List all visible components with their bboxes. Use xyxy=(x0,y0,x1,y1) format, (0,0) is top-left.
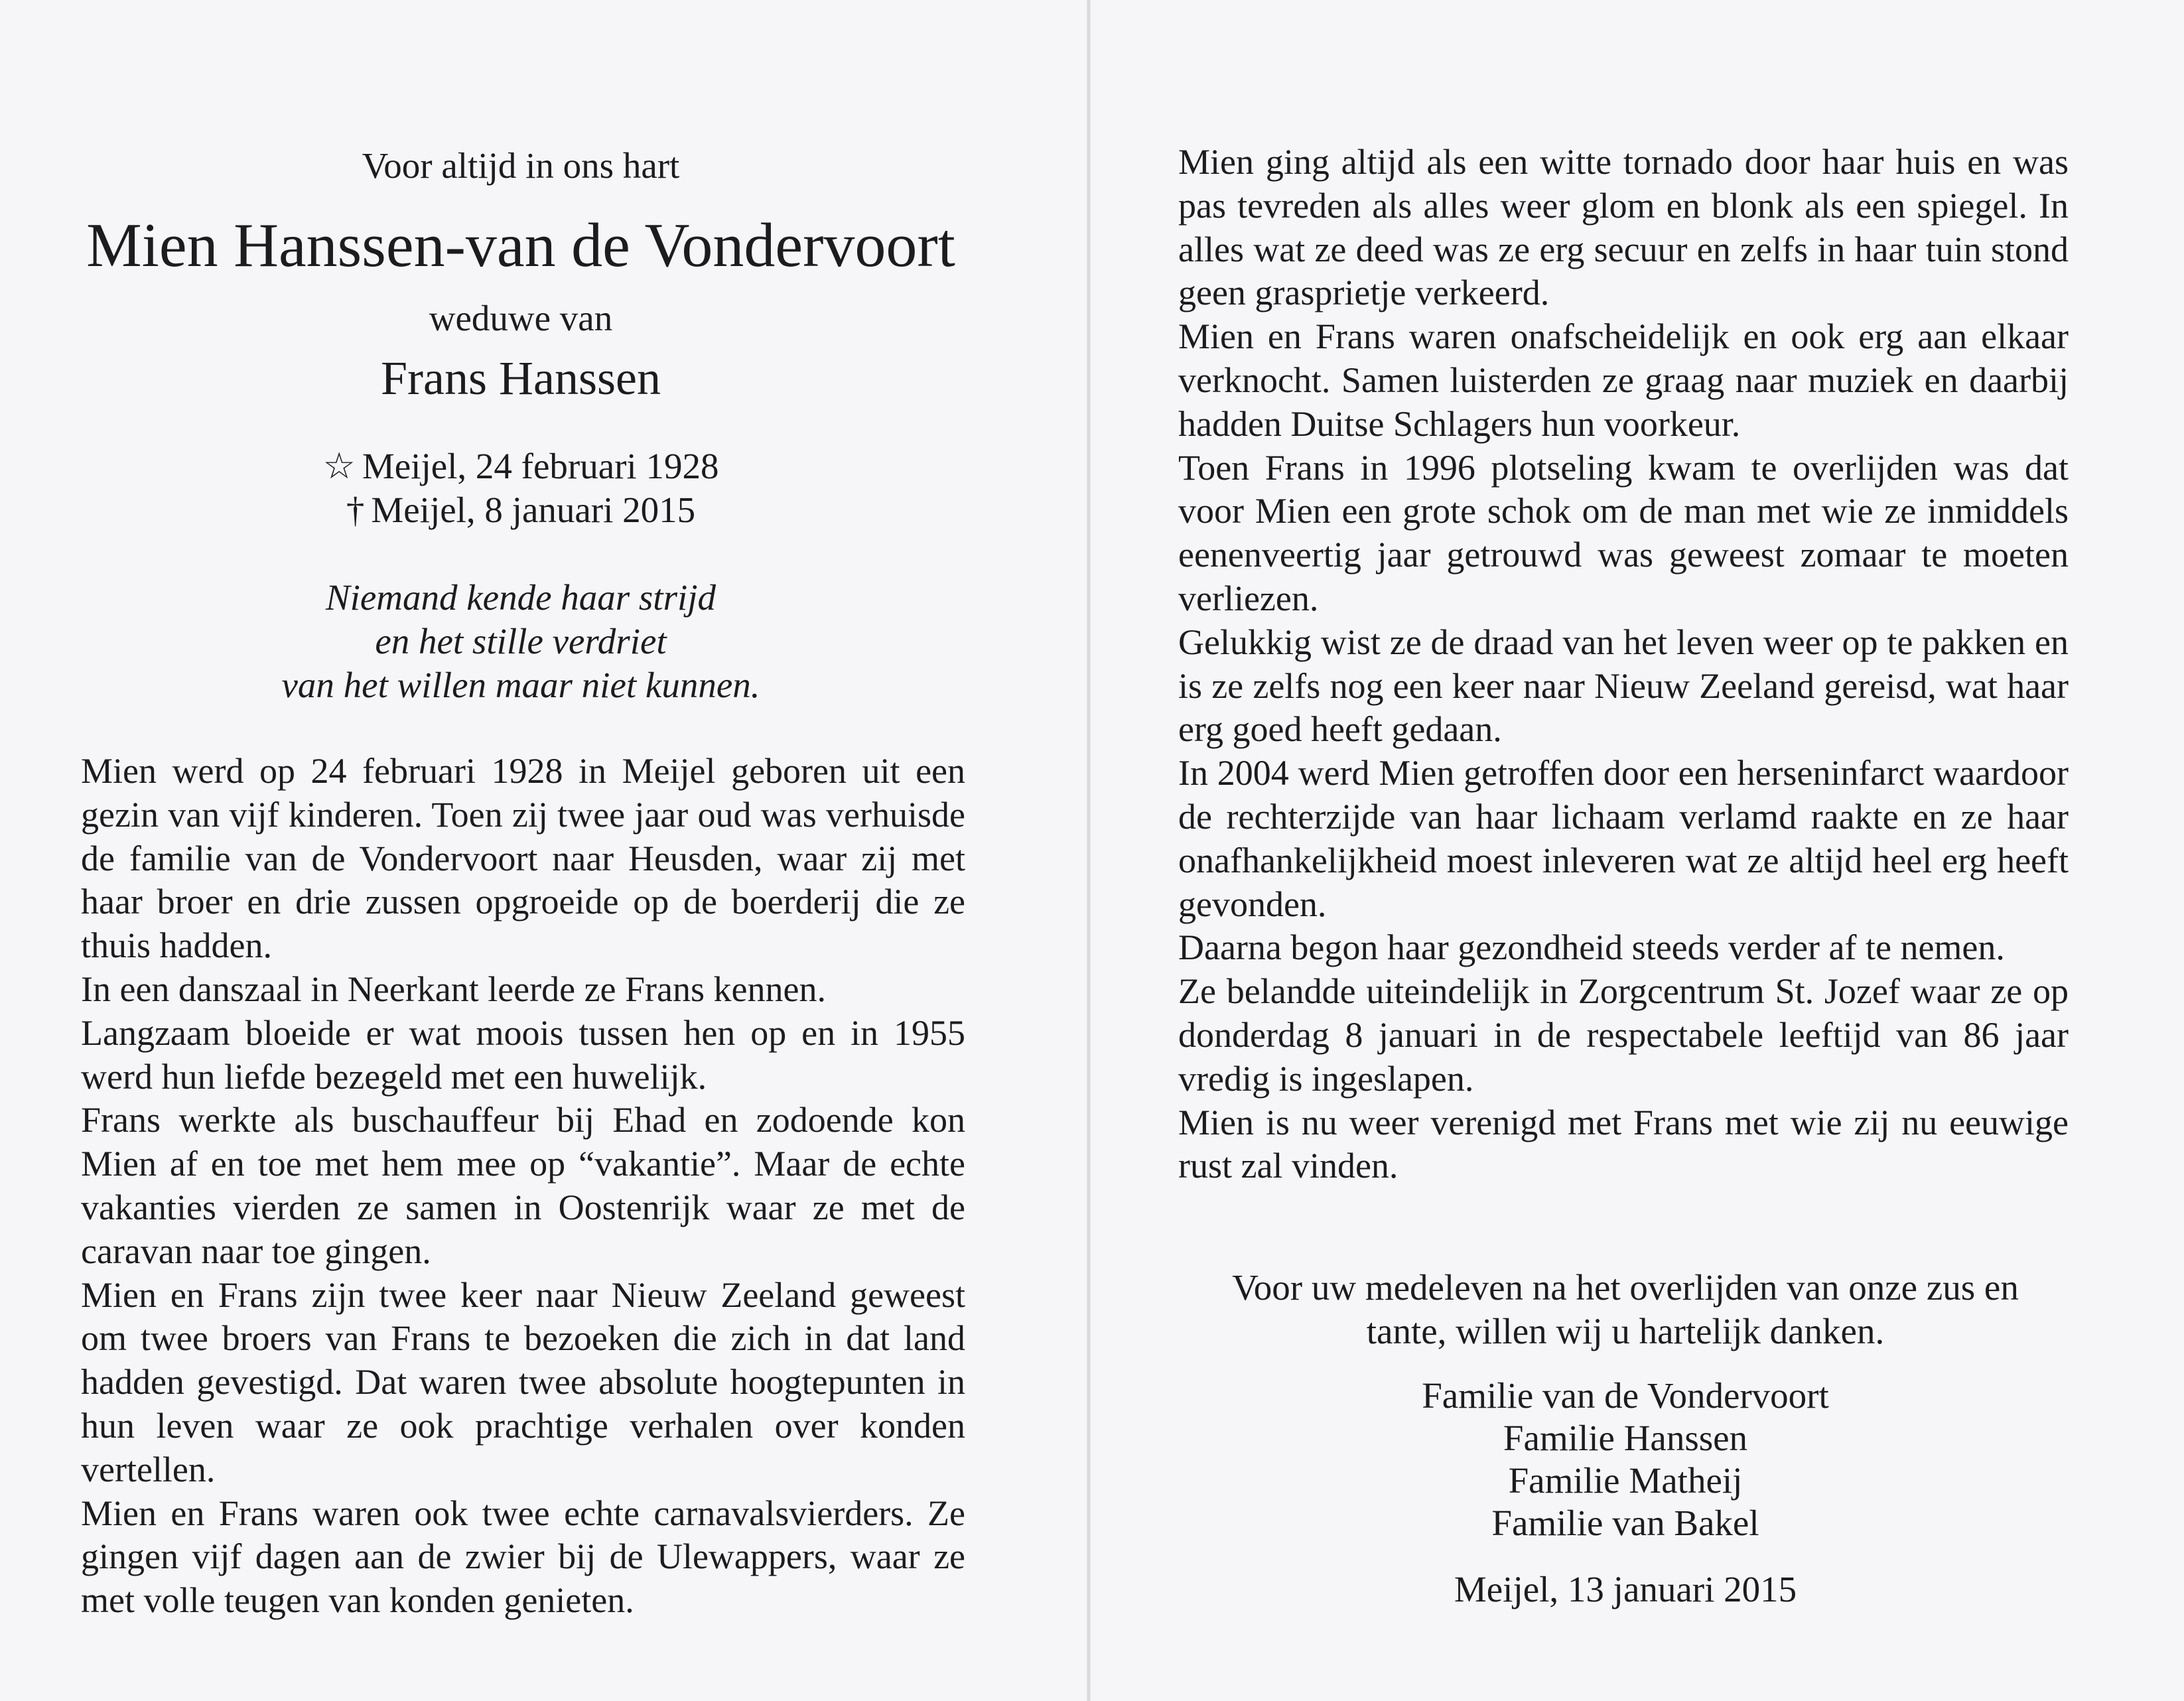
paragraph: Mien ging altijd als een witte tornado door haar huis en was pas tevreden als alles weer glom en blonk als een spiegel. In alles wat ze deed was ze erg secuur en zelfs in haar tuin stond geen grasprietje verkeerd. xyxy=(1178,142,2069,313)
paragraph: Daarna begon haar gezondheid steeds verder af te nemen. xyxy=(1178,927,2005,968)
deceased-name: Mien Hanssen-van de Vondervoort xyxy=(86,211,955,280)
intro-line: Voor altijd in ons hart xyxy=(362,145,680,186)
paragraph: Toen Frans in 1996 plotseling kwam te overlijden was dat voor Mien een grote schok om de man met wie ze inmiddels eenenveertig jaar getrouwd was geweest zomaar te moeten verliezen. xyxy=(1178,447,2069,618)
family-name: Familie van Bakel xyxy=(1491,1503,1759,1543)
widow-label: weduwe van xyxy=(429,298,613,338)
poem-line: Niemand kende haar strijd xyxy=(325,577,717,618)
family-name: Familie Hanssen xyxy=(1503,1418,1748,1458)
paragraph: Mien en Frans zijn twee keer naar Nieuw Zeeland geweest om twee broers van Frans te bezoeken die zich in dat land hadden gevestigd. Dat waren twee absolute hoogtepunten in hun leven waar ze ook prachtige verhalen over konden vertellen. xyxy=(81,1274,965,1489)
death-text: Meijel, 8 januari 2015 xyxy=(371,490,696,530)
death-line xyxy=(46,488,995,532)
life-story-left xyxy=(81,750,965,1623)
poem xyxy=(46,576,995,707)
poem-line: van het willen maar niet kunnen. xyxy=(281,665,760,705)
paragraph: Gelukkig wist ze de draad van het leven weer op te pakken en is ze zelfs nog een keer naar Nieuw Zeeland gereisd, wat haar erg goed heeft gedaan. xyxy=(1178,622,2069,750)
paragraph: Ze belandde uiteindelijk in Zorgcentrum St. Jozef waar ze op donderdag 8 januari in de respectabele leeftijd van 86 jaar vredig is ingeslapen. xyxy=(1178,971,2069,1099)
cross-icon: † xyxy=(346,490,365,530)
family-signatures xyxy=(1327,1375,1924,1544)
paragraph: Mien is nu weer verenigd met Frans met wie zij nu eeuwige rust zal vinden. xyxy=(1178,1102,2069,1186)
paragraph: In een danszaal in Neerkant leerde ze Frans kennen. xyxy=(81,969,826,1009)
thanks-message: Voor uw medeleven na het overlijden van onze zus en tante, willen wij u hartelijk danken. xyxy=(1232,1267,2019,1351)
husband-name: Frans Hanssen xyxy=(381,352,661,405)
paragraph: In 2004 werd Mien getroffen door een herseninfarct waardoor de rechterzijde van haar lichaam verlamd raakte en ze haar onafhankelijkheid moest inleveren wat ze altijd heel erg heeft gevonden. xyxy=(1178,753,2069,924)
paragraph: Frans werkte als buschauffeur bij Ehad en zodoende kon Mien af en toe met hem mee op “vakantie”. Maar de echte vakanties vierden ze samen in Oostenrijk waar ze met de caravan naar toe gingen. xyxy=(81,1100,965,1271)
paragraph: Mien en Frans waren onafscheidelijk en ook erg aan elkaar verknocht. Samen luisterden ze graag naar muziek en daarbij hadden Duitse Schlagers hun voorkeur. xyxy=(1178,316,2069,444)
family-name: Familie Matheij xyxy=(1508,1460,1743,1501)
birth-text: Meijel, 24 februari 1928 xyxy=(362,446,719,486)
closing-date: Meijel, 13 januari 2015 xyxy=(1454,1569,1797,1609)
star-icon: ☆ xyxy=(322,446,356,486)
paragraph: Mien en Frans waren ook twee echte carnavalsvierders. Ze gingen vijf dagen aan de zwier bij de Ulewappers, waar ze met volle teugen van konden genieten. xyxy=(81,1493,965,1621)
life-story-right xyxy=(1178,141,2069,1188)
life-dates xyxy=(46,444,995,532)
paragraph: Mien werd op 24 februari 1928 in Meijel geboren uit een gezin van vijf kinderen. Toen zij twee jaar oud was verhuisde de familie van de Vondervoort naar Heusden, waar zij met haar broer en drie zussen opgroeide op de boerderij die ze thuis hadden. xyxy=(81,751,965,966)
birth-line xyxy=(46,444,995,488)
card-fold xyxy=(1087,0,1091,1701)
paragraph: Langzaam bloeide er wat moois tussen hen op en in 1955 werd hun liefde bezegeld met een huwelijk. xyxy=(81,1012,965,1097)
poem-line: en het stille verdriet xyxy=(375,621,667,661)
family-name: Familie van de Vondervoort xyxy=(1422,1375,1829,1416)
